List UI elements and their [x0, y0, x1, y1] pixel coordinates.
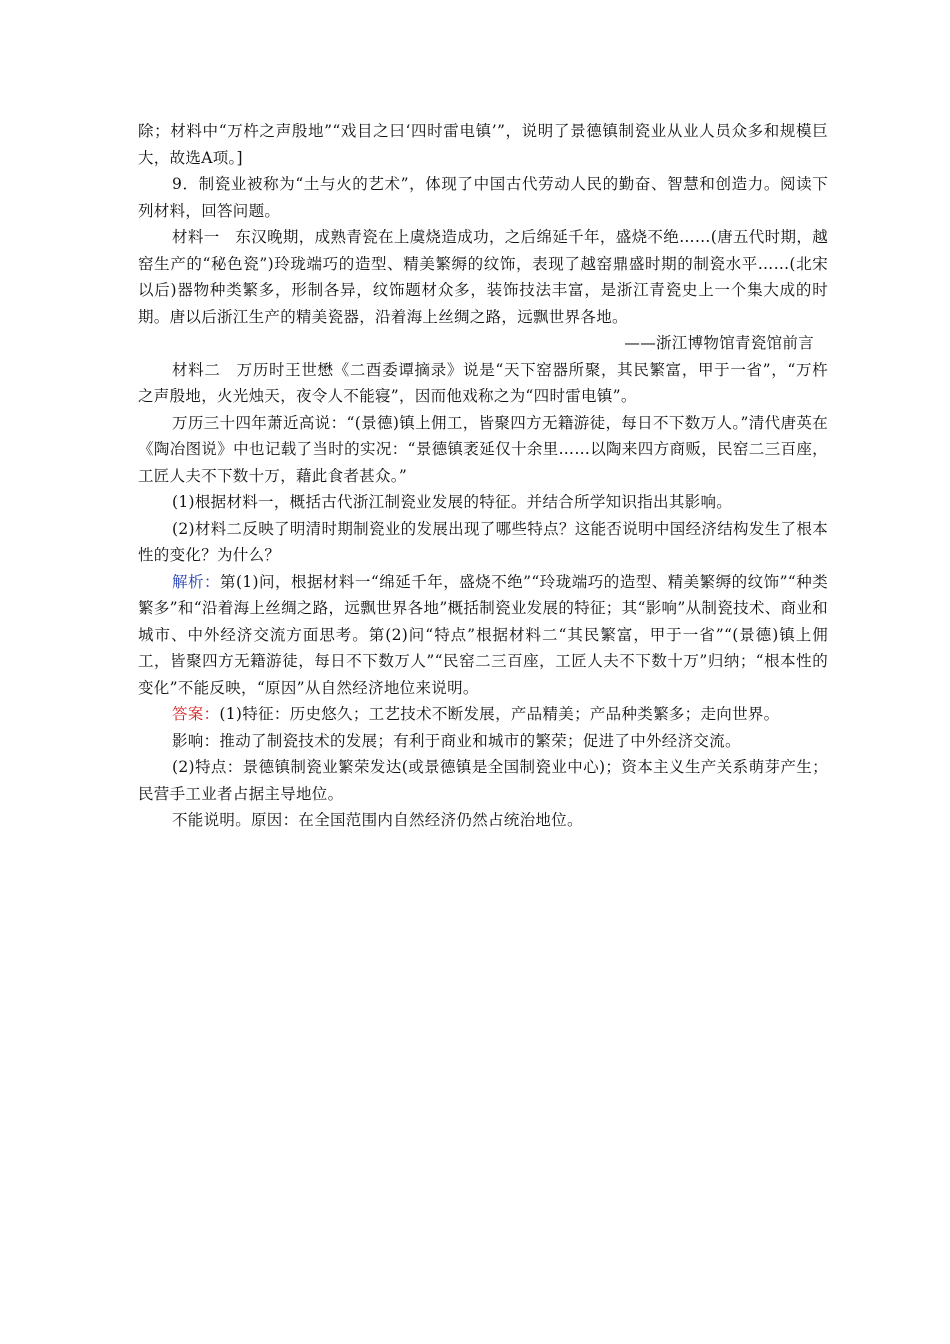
answer-part-2: (2)特点：景德镇制瓷业繁荣发达(或景德镇是全国制瓷业中心)；资本主义生产关系萌芽产生；民营手工业者占据主导地位。: [138, 758, 828, 803]
previous-answer-tail: 除；材料中“万杵之声殷地”“戏目之曰‘四时雷电镇’”，说明了景德镇制瓷业从业人员众多和规模巨大，故选A项。]: [138, 122, 828, 167]
sub-question-1: (1)根据材料一，概括古代浙江制瓷业发展的特征。并结合所学知识指出其影响。: [172, 493, 733, 511]
answer-paragraph: [138, 701, 828, 728]
answer-label: 答案：: [172, 705, 220, 723]
analysis-paragraph: [138, 569, 828, 702]
question-9-stem: 9．制瓷业被称为“土与火的艺术”，体现了中国古代劳动人民的勤奋、智慧和创造力。阅读下列材料，回答问题。: [138, 175, 828, 220]
material-one-source: ——浙江博物馆青瓷馆前言: [624, 334, 814, 352]
material-two: 材料二 万历时王世懋《二酉委谭摘录》说是“天下窑器所聚，其民繁富，甲于一省”，“万杵之声殷地，火光烛天，夜令人不能寝”，因而他戏称之为“四时雷电镇”。: [138, 360, 828, 405]
analysis-text: 第(1)问，根据材料一“绵延千年，盛烧不绝”“玲珑端巧的造型、精美繁缛的纹饰”“种类繁多”和“沿着海上丝绸之路，远飘世界各地”概括制瓷业发展的特征；其“影响”从制瓷技术、商业和城市、中外经济交流方面思考。第(2)问“特点”根据材料二“其民繁富，甲于一省”“(景德)镇上佣工，皆聚四方无籍游徒，每日不下数万人”“民窑二三百座，工匠人夫不下数十万”归纳；“根本性的变化”不能反映，“原因”从自然经济地位来说明。: [138, 572, 828, 697]
material-two-continued: 万历三十四年萧近高说：“(景德)镇上佣工，皆聚四方无籍游徒，每日不下数万人。”清代唐英在《陶冶图说》中也记载了当时的实况：“景德镇袤延仅十余里……以陶来四方商贩，民窑二三百座，工匠人夫不下数十万，藉此食者甚众。”: [138, 413, 828, 485]
document-body: [138, 118, 828, 834]
answer-text: (1)特征：历史悠久；工艺技术不断发展，产品精美；产品种类繁多；走向世界。: [219, 705, 780, 723]
answer-impact: 影响：推动了制瓷技术的发展；有利于商业和城市的繁荣；促进了中外经济交流。: [172, 731, 741, 750]
sub-question-2: (2)材料二反映了明清时期制瓷业的发展出现了哪些特点？这能否说明中国经济结构发生了根本性的变化？为什么？: [138, 519, 828, 564]
analysis-label: 解析：: [172, 572, 220, 591]
answer-conclusion: 不能说明。原因：在全国范围内自然经济仍然占统治地位。: [172, 811, 583, 829]
material-one: 材料一 东汉晚期，成熟青瓷在上虞烧造成功，之后绵延千年，盛烧不绝……(唐五代时期，越窑生产的“秘色瓷”)玲珑端巧的造型、精美繁缛的纹饰，表现了越窑鼎盛时期的制瓷水平……(北宋以后)器物种类繁多，形制各异，纹饰题材众多，装饰技法丰富，是浙江青瓷史上一个集大成的时期。唐以后浙江生产的精美瓷器，沿着海上丝绸之路，远飘世界各地。: [138, 228, 828, 326]
